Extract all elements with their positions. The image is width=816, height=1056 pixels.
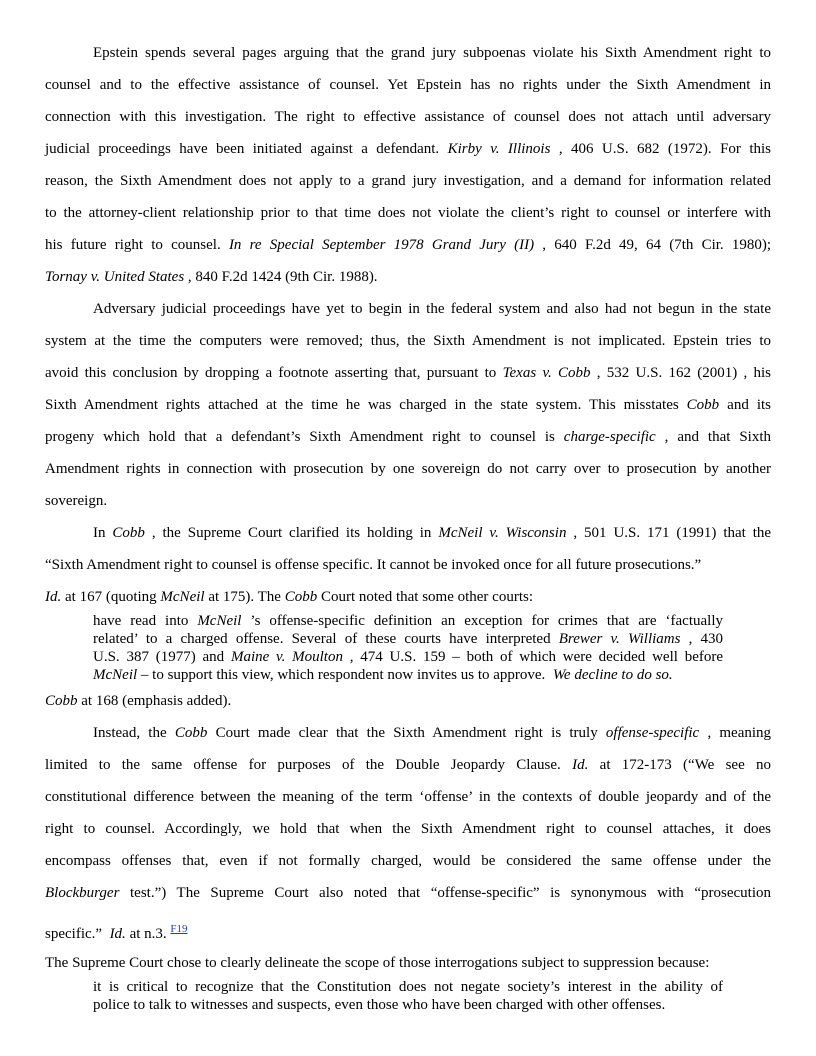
paragraph-2-line-3: avoid this conclusion by dropping a footnote asserting that, pursuant to Texas v. Cobb , 532 U.S. 162 (2001) , his bbox=[45, 365, 772, 381]
case-citation: McNeil v. Wisconsin bbox=[438, 525, 567, 541]
case-citation: McNeil bbox=[160, 589, 205, 605]
paragraph-2-line-2: system at the time the computers were removed; thus, the Sixth Amendment is not implicated. Epstein tries to bbox=[45, 333, 771, 349]
paragraph-2-line-6: Amendment rights in connection with prosecution by one sovereign do not carry over to prosecution by another bbox=[45, 461, 771, 477]
case-citation: Cobb bbox=[45, 693, 78, 709]
paragraph-3-line-1: In Cobb , the Supreme Court clarified its holding in McNeil v. Wisconsin , 501 U.S. 171 (1991) that the bbox=[93, 525, 772, 541]
paragraph-3-line-2: “Sixth Amendment right to counsel is offense specific. It cannot be invoked once for all future prosecutions.” bbox=[45, 557, 702, 573]
case-citation: Cobb bbox=[174, 725, 208, 741]
id-citation: Id. bbox=[45, 589, 62, 605]
blockquote-1-line-2: related’ to a charged offense. Several of these courts have interpreted Brewer v. Williams , 430 bbox=[93, 631, 724, 647]
blockquote-1-line-4: McNeil – to support this view, which respondent now invites us to approve. We decline to do so. bbox=[93, 667, 673, 683]
paragraph-2-line-1: Adversary judicial proceedings have yet to begin in the federal system and also had not begun in the state bbox=[93, 301, 771, 317]
case-citation: Cobb bbox=[686, 397, 720, 413]
paragraph-1-line-1: Epstein spends several pages arguing that the grand jury subpoenas violate his Sixth Amendment right to bbox=[93, 45, 771, 61]
id-citation: Id. bbox=[572, 757, 589, 773]
paragraph-4-line-4: right to counsel. Accordingly, we hold that when the Sixth Amendment right to counsel attaches, it does bbox=[45, 821, 771, 837]
blockquote-1-line-3: U.S. 387 (1977) and Maine v. Moulton , 474 U.S. 159 – both of which were decided well before bbox=[93, 649, 723, 665]
blockquote-1-line-1: have read into McNeil ’s offense-specific definition an exception for crimes that are ‘factually bbox=[93, 613, 724, 629]
emphasis: We decline to do so. bbox=[552, 667, 673, 683]
paragraph-2-line-5: progeny which hold that a defendant’s Sixth Amendment right to counsel is charge-specific , and that Sixth bbox=[45, 429, 772, 445]
paragraph-2-line-4: Sixth Amendment rights attached at the time he was charged in the state system. This misstates Cobb and its bbox=[45, 397, 771, 413]
paragraph-1-line-2: counsel and to the effective assistance of counsel. Yet Epstein has no rights under the Sixth Amendment in bbox=[45, 77, 771, 93]
case-citation: Kirby v. Illinois bbox=[447, 141, 551, 157]
paragraph-4-line-6: Blockburger test.”) The Supreme Court also noted that “offense-specific” is synonymous with “prosecution bbox=[45, 885, 772, 901]
paragraph-4-line-1: Instead, the Cobb Court made clear that the Sixth Amendment right is truly offense-specific , meaning bbox=[93, 725, 772, 741]
paragraph-2-line-7: sovereign. bbox=[45, 493, 108, 509]
paragraph-1-line-7: his future right to counsel. In re Special September 1978 Grand Jury (II) , 640 F.2d 49, 64 (7th Cir. 1980); bbox=[45, 237, 772, 253]
citation-cobb-168: Cobb at 168 (emphasis added). bbox=[45, 693, 232, 709]
footnote-link[interactable]: F19 bbox=[170, 923, 188, 935]
paragraph-4-line-2: limited to the same offense for purposes of the Double Jeopardy Clause. Id. at 172-173 (“We see no bbox=[45, 757, 772, 773]
paragraph-1-line-6: to the attorney-client relationship prior to that time does not violate the client’s right to counsel or interfere with bbox=[45, 205, 771, 221]
blockquote-2-line-1: it is critical to recognize that the Constitution does not negate society’s interest in the ability of bbox=[93, 979, 723, 995]
paragraph-4-line-5: encompass offenses that, even if not formally charged, would be considered the same offense under the bbox=[45, 853, 771, 869]
paragraph-3-line-3: Id. at 167 (quoting McNeil at 175). The Cobb Court noted that some other courts: bbox=[45, 589, 533, 605]
emphasis: charge-specific bbox=[563, 429, 656, 445]
case-citation: Cobb bbox=[112, 525, 145, 541]
paragraph-5-line-1: The Supreme Court chose to clearly delineate the scope of those interrogations subject to suppression because: bbox=[45, 955, 710, 971]
case-citation: Maine v. Moulton bbox=[230, 649, 343, 665]
id-citation: Id. bbox=[109, 926, 126, 942]
emphasis: offense-specific bbox=[605, 725, 700, 741]
paragraph-1-line-4: judicial proceedings have been initiated against a defendant. Kirby v. Illinois , 406 U.S. 682 (1972). For this bbox=[45, 141, 771, 157]
case-citation: McNeil bbox=[93, 667, 138, 683]
case-citation: Tornay v. United States bbox=[45, 269, 185, 285]
case-citation: Cobb bbox=[284, 589, 318, 605]
case-citation: In re Special September 1978 Grand Jury (II) bbox=[228, 237, 535, 253]
case-citation: McNeil bbox=[197, 613, 242, 629]
case-citation: Texas v. Cobb bbox=[502, 365, 591, 381]
paragraph-4-line-7: specific.” Id. at n.3. $^{F19}$ bbox=[45, 923, 188, 942]
paragraph-1-line-3: connection with this investigation. The right to effective assistance of counsel does not attach until adversary bbox=[45, 109, 771, 125]
case-citation: Brewer v. Williams bbox=[558, 631, 681, 647]
paragraph-1-line-5: reason, the Sixth Amendment does not apply to a grand jury investigation, and a demand for information related bbox=[45, 173, 771, 189]
paragraph-4-line-3: constitutional difference between the meaning of the term ‘offense’ in the contexts of double jeopardy and of the bbox=[45, 789, 771, 805]
blockquote-2-line-2: police to talk to witnesses and suspects, even those who have been charged with other offenses. bbox=[93, 997, 666, 1013]
paragraph-1-line-8: Tornay v. United States , 840 F.2d 1424 (9th Cir. 1988). bbox=[45, 269, 378, 285]
case-citation: Blockburger bbox=[45, 885, 120, 901]
